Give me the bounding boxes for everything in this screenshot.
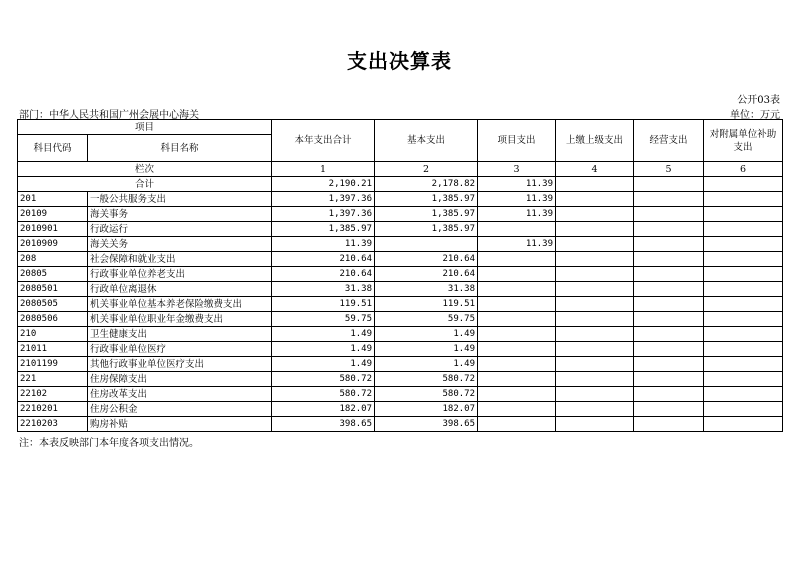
basic-cell: 210.64 [375,252,478,267]
header-business: 经营支出 [634,120,704,162]
total-row [18,177,783,192]
subsidy-cell [704,252,783,267]
header-upper: 上缴上级支出 [556,120,634,162]
business-cell [634,297,704,312]
upper-cell [556,402,634,417]
business-cell [634,342,704,357]
total-cell: 31.38 [272,282,375,297]
business-cell [634,357,704,372]
subject-code-cell: 2010909 [18,237,88,252]
basic-cell: 1.49 [375,327,478,342]
subject-code-cell: 21011 [18,342,88,357]
business-cell [634,252,704,267]
subject-code-cell: 2010901 [18,222,88,237]
project-cell: 11.39 [478,192,556,207]
header-project: 项目支出 [478,120,556,162]
unit-label: 单位：万元 [730,110,780,121]
total-cell: 580.72 [272,372,375,387]
basic-cell: 1.49 [375,342,478,357]
project-cell [478,312,556,327]
total-cell: 11.39 [272,237,375,252]
total-cell: 182.07 [272,402,375,417]
project-cell [478,417,556,432]
total-cell: 1,385.97 [272,222,375,237]
subject-name-cell: 海关事务 [88,207,272,222]
header-subsidy: 对附属单位补助支出 [704,120,783,162]
column-number: 2 [375,162,478,177]
subject-code-cell: 2210203 [18,417,88,432]
header-basic: 基本支出 [375,120,478,162]
business-cell [634,402,704,417]
project-cell [478,222,556,237]
header-item-group: 项目 [18,120,272,135]
subject-name-cell: 住房公积金 [88,402,272,417]
subsidy-cell [704,327,783,342]
header-subject-name: 科目名称 [88,135,272,162]
project-cell [478,357,556,372]
upper-cell [556,372,634,387]
department-label: 部门：中华人民共和国广州会展中心海关 [19,110,199,121]
business-cell [634,192,704,207]
table-row [18,222,783,237]
total-cell: 59.75 [272,312,375,327]
subject-name-cell: 行政事业单位养老支出 [88,267,272,282]
business-cell [634,237,704,252]
basic-cell: 580.72 [375,372,478,387]
subject-name-cell: 一般公共服务支出 [88,192,272,207]
table-row [18,327,783,342]
business-cell [634,387,704,402]
table-code: 公开03表 [737,95,780,106]
total-cell: 1.49 [272,342,375,357]
total-label: 合计 [18,177,272,192]
subject-code-cell: 22102 [18,387,88,402]
subsidy-cell [704,357,783,372]
project-cell: 11.39 [478,207,556,222]
subject-code-cell: 221 [18,372,88,387]
table-row [18,282,783,297]
subject-code-cell: 210 [18,327,88,342]
table-row [18,387,783,402]
subject-name-cell: 行政运行 [88,222,272,237]
table-row [18,372,783,387]
subsidy-cell [704,372,783,387]
table-row [18,342,783,357]
business-cell [634,372,704,387]
upper-cell [556,237,634,252]
project-cell [478,372,556,387]
subject-name-cell: 海关关务 [88,237,272,252]
subject-code-cell: 2080506 [18,312,88,327]
subsidy-cell [704,237,783,252]
upper-cell [556,267,634,282]
subsidy-cell [704,282,783,297]
table-row [18,237,783,252]
upper-cell [556,282,634,297]
basic-cell: 398.65 [375,417,478,432]
project-cell [478,327,556,342]
subsidy-cell [704,222,783,237]
total-cell: 398.65 [272,417,375,432]
total-cell: 210.64 [272,267,375,282]
basic-cell: 580.72 [375,387,478,402]
total-cell: 1,397.36 [272,207,375,222]
subject-name-cell: 其他行政事业单位医疗支出 [88,357,272,372]
project-cell [478,282,556,297]
basic-cell: 1,385.97 [375,222,478,237]
business-cell [634,222,704,237]
upper-cell [556,222,634,237]
project-cell [478,252,556,267]
subject-name-cell: 购房补贴 [88,417,272,432]
subsidy-cell [704,192,783,207]
total-cell: 580.72 [272,387,375,402]
subject-name-cell: 卫生健康支出 [88,327,272,342]
expenditure-table [17,119,783,432]
project-cell [478,342,556,357]
table-row [18,252,783,267]
business-cell [634,207,704,222]
project-cell [478,267,556,282]
basic-cell: 210.64 [375,267,478,282]
business-cell [634,267,704,282]
subject-code-cell: 208 [18,252,88,267]
table-row [18,192,783,207]
column-number-row [18,162,783,177]
table-row [18,357,783,372]
subject-name-cell: 住房保障支出 [88,372,272,387]
basic-cell: 1.49 [375,357,478,372]
subject-code-cell: 201 [18,192,88,207]
column-number-label: 栏次 [18,162,272,177]
project-cell: 11.39 [478,237,556,252]
project-cell [478,297,556,312]
business-cell [634,327,704,342]
subject-code-cell: 2080505 [18,297,88,312]
table-row [18,207,783,222]
subsidy-cell [704,312,783,327]
upper-cell [556,417,634,432]
upper-cell [556,252,634,267]
header-row-1 [18,120,783,135]
project-cell [478,387,556,402]
total-cell: 1.49 [272,327,375,342]
subject-code-cell: 20805 [18,267,88,282]
column-number: 6 [704,162,783,177]
column-number: 1 [272,162,375,177]
column-number: 5 [634,162,704,177]
basic-cell [375,237,478,252]
subject-name-cell: 社会保障和就业支出 [88,252,272,267]
subsidy-cell [704,297,783,312]
subsidy-cell [704,387,783,402]
subject-code-cell: 20109 [18,207,88,222]
upper-cell [556,297,634,312]
subsidy-cell [704,342,783,357]
subsidy-cell [704,207,783,222]
table-row [18,297,783,312]
subject-name-cell: 行政事业单位医疗 [88,342,272,357]
business-cell [634,177,704,192]
total-cell: 210.64 [272,252,375,267]
basic-cell: 31.38 [375,282,478,297]
business-cell [634,417,704,432]
total-cell: 1.49 [272,357,375,372]
basic-cell: 59.75 [375,312,478,327]
subsidy-cell [704,177,783,192]
upper-cell [556,387,634,402]
upper-cell [556,327,634,342]
header-subject-code: 科目代码 [18,135,88,162]
subsidy-cell [704,417,783,432]
upper-cell [556,312,634,327]
upper-cell [556,357,634,372]
subject-code-cell: 2101199 [18,357,88,372]
column-number: 3 [478,162,556,177]
column-number: 4 [556,162,634,177]
subject-name-cell: 机关事业单位职业年金缴费支出 [88,312,272,327]
page-title: 支出决算表 [347,49,452,73]
basic-cell: 119.51 [375,297,478,312]
footnote: 注：本表反映部门本年度各项支出情况。 [19,438,199,449]
table-row [18,267,783,282]
subject-code-cell: 2210201 [18,402,88,417]
basic-cell: 182.07 [375,402,478,417]
business-cell [634,282,704,297]
upper-cell [556,342,634,357]
table-row [18,402,783,417]
project-cell [478,402,556,417]
total-cell: 119.51 [272,297,375,312]
header-total: 本年支出合计 [272,120,375,162]
table-row [18,312,783,327]
upper-cell [556,207,634,222]
subsidy-cell [704,402,783,417]
table-row [18,417,783,432]
business-cell [634,312,704,327]
total-cell: 2,190.21 [272,177,375,192]
subject-code-cell: 2080501 [18,282,88,297]
basic-cell: 2,178.82 [375,177,478,192]
basic-cell: 1,385.97 [375,192,478,207]
subject-name-cell: 行政单位离退休 [88,282,272,297]
subject-name-cell: 住房改革支出 [88,387,272,402]
project-cell: 11.39 [478,177,556,192]
subsidy-cell [704,267,783,282]
upper-cell [556,177,634,192]
basic-cell: 1,385.97 [375,207,478,222]
upper-cell [556,192,634,207]
total-cell: 1,397.36 [272,192,375,207]
subject-name-cell: 机关事业单位基本养老保险缴费支出 [88,297,272,312]
